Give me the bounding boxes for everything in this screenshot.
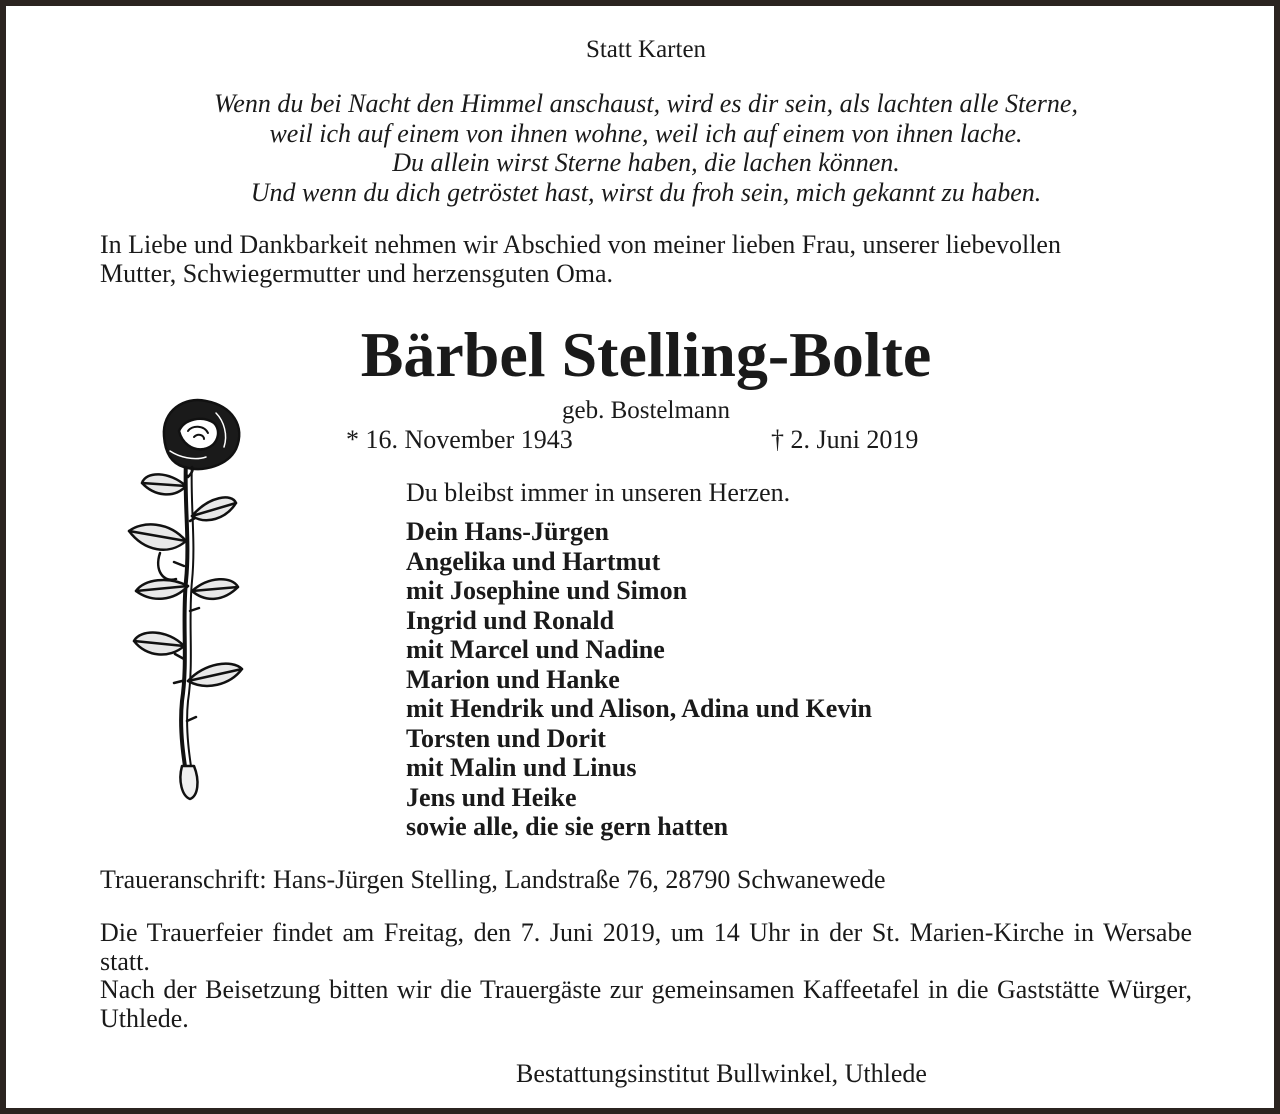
mourning-address: Traueranschrift: Hans-Jürgen Stelling, Landstraße 76, 28790 Schwanewede (100, 865, 886, 894)
maiden-name: geb. Bostelmann (561, 397, 731, 424)
family-member: mit Josephine und Simon (406, 576, 688, 605)
family-member: mit Hendrik und Alison, Adina und Kevin (406, 694, 873, 723)
poem (6, 89, 1280, 207)
family-member: Angelika und Hartmut (406, 546, 661, 576)
reception-paragraph: Nach der Beisetzung bitten wir die Trauergäste zur gemeinsamen Kaffeetafel in die Gaststätte Würger, Uthlede. (100, 975, 1192, 1033)
family-member: sowie alle, die sie gern hatten (406, 812, 729, 841)
family-list (406, 517, 872, 842)
ceremony-paragraph: Die Trauerfeier findet am Freitag, den 7. Juni 2019, um 14 Uhr in der St. Marien-Kirche in Wersabe statt. (100, 918, 1192, 976)
family-member: mit Malin und Linus (406, 753, 637, 782)
death-date: † 2. Juni 2019 (771, 425, 919, 454)
poem-line: Du allein wirst Sterne haben, die lachen können. (392, 148, 900, 177)
header-statt-karten: Statt Karten (585, 36, 707, 63)
intro-line: Mutter, Schwiegermutter und herzensguten Oma. (100, 259, 614, 288)
poem-line: Wenn du bei Nacht den Himmel anschaust, wird es dir sein, als lachten alle Sterne, (214, 89, 1078, 118)
intro-text (100, 230, 1061, 288)
family-member: Dein Hans-Jürgen (406, 517, 609, 546)
family-member: Jens und Heike (406, 782, 577, 812)
funeral-home: Bestattungsinstitut Bullwinkel, Uthlede (516, 1059, 927, 1088)
rose-icon (124, 391, 254, 806)
poem-line: Und wenn du dich getröstet hast, wirst du froh sein, mich gekannt zu haben. (250, 177, 1042, 207)
family-member: mit Marcel und Nadine (406, 635, 665, 664)
poem-line: weil ich auf einem von ihnen wohne, weil ich auf einem von ihnen lache. (269, 118, 1023, 148)
motto: Du bleibst immer in unseren Herzen. (406, 478, 791, 507)
family-member: Ingrid und Ronald (406, 605, 615, 635)
family-member: Marion und Hanke (406, 664, 620, 694)
ceremony-info (100, 919, 1192, 1033)
birth-date: * 16. November 1943 (346, 425, 573, 454)
family-member: Torsten und Dorit (406, 723, 606, 753)
deceased-name: Bärbel Stelling-Bolte (360, 319, 932, 390)
intro-line: In Liebe und Dankbarkeit nehmen wir Abschied von meiner lieben Frau, unserer liebevollen (100, 230, 1061, 259)
